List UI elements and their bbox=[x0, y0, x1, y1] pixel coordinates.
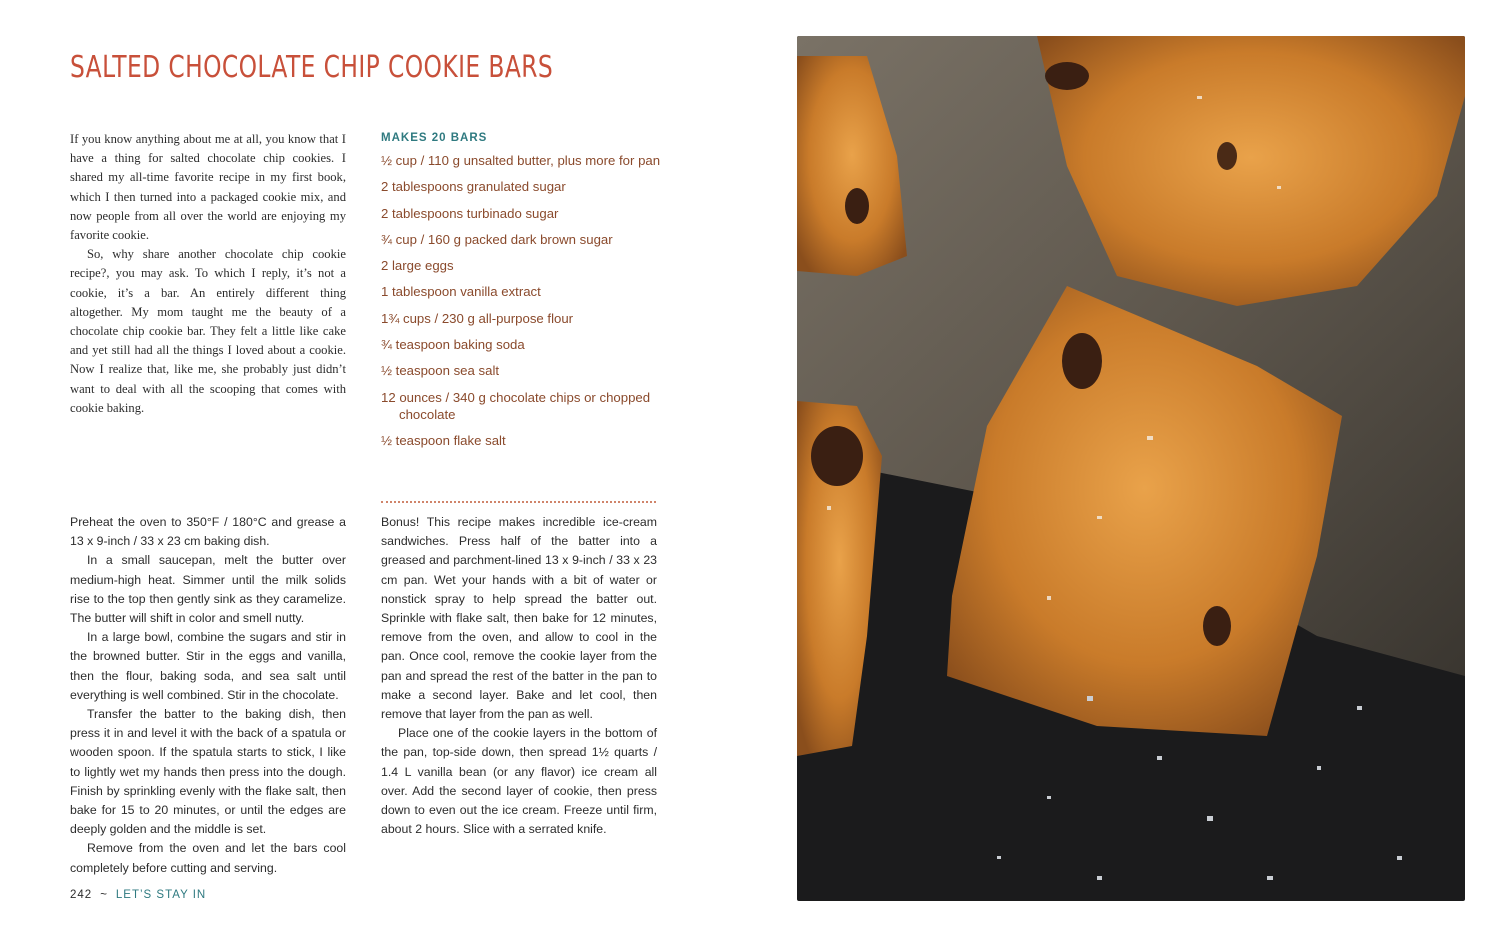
chocolate-chunk bbox=[1217, 142, 1237, 170]
ingredient-item: 12 ounces / 340 g chocolate chips or chopped chocolate bbox=[381, 389, 651, 422]
bonus-paragraph: Bonus! This recipe makes incredible ice-cream sandwiches. Press half of the batter into a greased and parchment-lined 13 x 9-inch / 33 x 23 cm pan. Wet your hands with a bit of water or nonstick spray to help spread the batter out. Sprinkle with flake salt, then bake for 12 minutes, remove from the oven, and allow to cool in the pan. Once cool, remove the cookie layer from the pan and spread the rest of the batter in the pan to make a second layer. Bake and let cool, then remove that layer from the pan as well. bbox=[381, 515, 657, 722]
method-step: Remove from the oven and let the bars cool completely before cutting and serving. bbox=[70, 841, 346, 875]
salt-flake bbox=[1087, 696, 1093, 701]
salt-flake bbox=[1097, 516, 1102, 519]
chocolate-chunk bbox=[1062, 333, 1102, 389]
chocolate-chunk bbox=[1203, 606, 1231, 646]
salt-flake bbox=[1357, 706, 1362, 710]
method-step: Transfer the batter to the baking dish, then press it in and level it with the back of a spatula or wooden spoon. If the spatula starts to stick, I like to lightly wet my hands then press into the dough. Finish by sprinkling evenly with the flake salt, then bake for 15 to 20 minutes, or until the edges are deeply golden and the middle is set. bbox=[70, 707, 346, 837]
recipe-yield: MAKES 20 BARS bbox=[381, 132, 488, 144]
chocolate-chunk bbox=[811, 426, 863, 486]
salt-flake bbox=[1197, 96, 1202, 99]
ingredient-item: 2 tablespoons granulated sugar bbox=[381, 179, 566, 195]
intro-text bbox=[70, 130, 346, 418]
method-step: In a small saucepan, melt the butter over medium-high heat. Simmer until the milk solids rise to the top then gently sink as they caramelize. The butter will shift in color and smell nutty. bbox=[70, 553, 346, 626]
salt-flake bbox=[1047, 796, 1051, 799]
method-steps bbox=[70, 513, 346, 878]
method-step: In a large bowl, combine the sugars and stir in the browned butter. Stir in the eggs and vanilla, then the flour, baking soda, and sea salt until everything is well combined. Stir in the chocolate. bbox=[70, 630, 346, 702]
page-footer bbox=[70, 889, 206, 901]
ingredient-item: 2 large eggs bbox=[381, 258, 454, 274]
chocolate-chunk bbox=[845, 188, 869, 224]
ingredient-item: ¾ teaspoon baking soda bbox=[381, 337, 525, 353]
ingredient-item: ½ cup / 110 g unsalted butter, plus more for pan bbox=[381, 153, 661, 168]
salt-flake bbox=[1047, 596, 1051, 600]
salt-flake bbox=[1157, 756, 1162, 760]
salt-flake bbox=[1277, 186, 1281, 189]
cookie-bars-illustration bbox=[797, 36, 1465, 901]
dotted-divider bbox=[381, 501, 656, 503]
method-step: Preheat the oven to 350°F / 180°C and grease a 13 x 9-inch / 33 x 23 cm baking dish. bbox=[70, 515, 346, 549]
recipe-title: SALTED CHOCOLATE CHIP COOKIE BARS bbox=[70, 50, 554, 85]
chocolate-chunk bbox=[1045, 62, 1089, 90]
salt-flake bbox=[1317, 766, 1321, 770]
salt-flake bbox=[1267, 876, 1273, 880]
bonus-paragraph: Place one of the cookie layers in the bottom of the pan, top-side down, then spread 1½ quarts / 1.4 L vanilla bean (or any flavor) ice cream all over. Add the second layer of cookie, then press down to even out the ice cream. Freeze until firm, about 2 hours. Slice with a serrated knife. bbox=[381, 726, 657, 837]
ingredient-item: ¾ cup / 160 g packed dark brown sugar bbox=[381, 231, 613, 247]
bonus-note bbox=[381, 513, 657, 839]
salt-flake bbox=[827, 506, 831, 510]
ingredient-item: ½ teaspoon flake salt bbox=[381, 432, 506, 448]
ingredient-list bbox=[381, 152, 661, 458]
footer-separator: ~ bbox=[100, 889, 108, 901]
intro-paragraph: So, why share another chocolate chip cookie recipe?, you may ask. To which I reply, it’s not a cookie, it’s a bar. An entirely different thing altogether. My mom taught me the beauty of a chocolate chip cookie bar. They felt a little like cake and yet still had all the things I loved about a cookie. Now I realize that, like me, she probably just didn’t want to deal with all the scooping that comes with cookie baking. bbox=[70, 247, 346, 415]
salt-flake bbox=[1097, 876, 1102, 880]
ingredient-item: 2 tablespoons turbinado sugar bbox=[381, 205, 559, 221]
ingredient-item: ½ teaspoon sea salt bbox=[381, 363, 500, 379]
salt-flake bbox=[997, 856, 1001, 859]
salt-flake bbox=[1147, 436, 1153, 440]
page-number: 242 bbox=[70, 889, 93, 901]
intro-paragraph: If you know anything about me at all, you know that I have a thing for salted chocolate chip cookies. I shared my all-time favorite recipe in my first book, which I then turned into a packaged cookie mix, and now people from all over the world are enjoying my favorite cookie. bbox=[70, 132, 346, 243]
cookie-bars-photo bbox=[797, 36, 1465, 901]
section-name: LET’S STAY IN bbox=[115, 889, 207, 901]
salt-flake bbox=[1207, 816, 1213, 821]
salt-flake bbox=[1397, 856, 1402, 860]
ingredient-item: 1¾ cups / 230 g all-purpose flour bbox=[381, 310, 574, 326]
ingredient-item: 1 tablespoon vanilla extract bbox=[381, 284, 541, 300]
